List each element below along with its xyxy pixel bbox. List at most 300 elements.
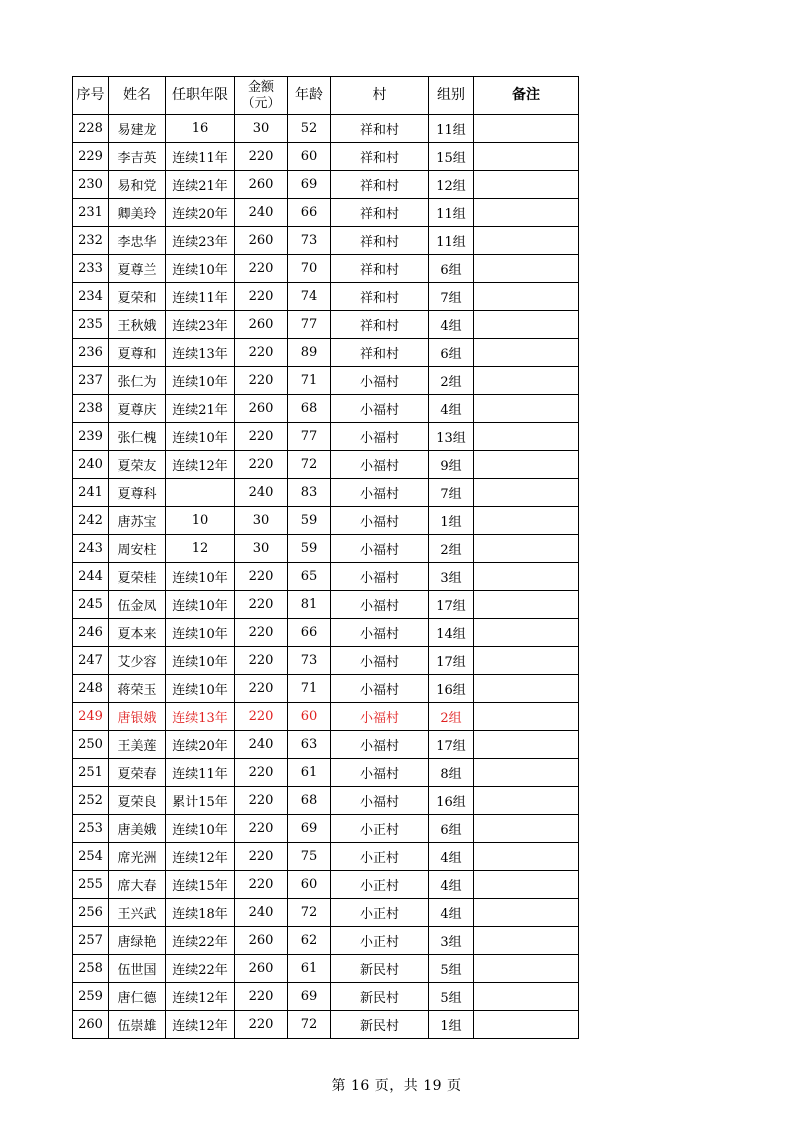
- cell-remark: [474, 1011, 579, 1039]
- cell-name: 席大春: [109, 871, 166, 899]
- cell-remark: [474, 255, 579, 283]
- cell-index: 237: [73, 367, 109, 395]
- cell-group: 4组: [429, 843, 474, 871]
- cell-tenure: 连续21年: [166, 171, 235, 199]
- cell-village: 新民村: [331, 983, 429, 1011]
- header-amount: [235, 77, 288, 115]
- cell-name: 夏尊庆: [109, 395, 166, 423]
- cell-index: 242: [73, 507, 109, 535]
- cell-village: 祥和村: [331, 143, 429, 171]
- header-amount-line1: 金额: [247, 79, 274, 95]
- cell-remark: [474, 787, 579, 815]
- table-row: [73, 563, 579, 591]
- cell-village: 小正村: [331, 927, 429, 955]
- cell-index: 229: [73, 143, 109, 171]
- cell-name: 蒋荣玉: [109, 675, 166, 703]
- cell-name: 艾少容: [109, 647, 166, 675]
- header-index: 序号: [73, 77, 109, 115]
- table-row: [73, 927, 579, 955]
- cell-village: 小福村: [331, 591, 429, 619]
- cell-age: 52: [288, 115, 331, 143]
- table-row: [73, 451, 579, 479]
- cell-amount: 220: [235, 451, 288, 479]
- cell-name: 易和党: [109, 171, 166, 199]
- cell-remark: [474, 647, 579, 675]
- table-row: [73, 395, 579, 423]
- cell-group: 7组: [429, 479, 474, 507]
- cell-remark: [474, 115, 579, 143]
- cell-name: 卿美玲: [109, 199, 166, 227]
- cell-village: 小福村: [331, 675, 429, 703]
- cell-age: 81: [288, 591, 331, 619]
- cell-amount: 30: [235, 507, 288, 535]
- cell-index: 235: [73, 311, 109, 339]
- cell-group: 1组: [429, 1011, 474, 1039]
- cell-name: 唐美娥: [109, 815, 166, 843]
- cell-group: 15组: [429, 143, 474, 171]
- cell-name: 夏荣桂: [109, 563, 166, 591]
- cell-tenure: 连续11年: [166, 143, 235, 171]
- cell-remark: [474, 871, 579, 899]
- cell-village: 小福村: [331, 479, 429, 507]
- cell-name: 夏尊和: [109, 339, 166, 367]
- table-row: [73, 479, 579, 507]
- cell-group: 5组: [429, 983, 474, 1011]
- cell-age: 69: [288, 815, 331, 843]
- cell-tenure: 连续10年: [166, 619, 235, 647]
- cell-tenure: 连续10年: [166, 255, 235, 283]
- cell-age: 75: [288, 843, 331, 871]
- table-row: [73, 731, 579, 759]
- cell-remark: [474, 843, 579, 871]
- cell-tenure: 连续10年: [166, 675, 235, 703]
- cell-remark: [474, 395, 579, 423]
- cell-index: 257: [73, 927, 109, 955]
- cell-group: 4组: [429, 899, 474, 927]
- cell-remark: [474, 983, 579, 1011]
- cell-village: 祥和村: [331, 227, 429, 255]
- cell-age: 71: [288, 675, 331, 703]
- cell-village: 小福村: [331, 507, 429, 535]
- cell-tenure: 连续22年: [166, 955, 235, 983]
- cell-remark: [474, 451, 579, 479]
- header-row: [73, 77, 579, 115]
- table-row: [73, 647, 579, 675]
- cell-village: 小正村: [331, 843, 429, 871]
- cell-remark: [474, 591, 579, 619]
- cell-group: 8组: [429, 759, 474, 787]
- cell-amount: 220: [235, 647, 288, 675]
- cell-group: 2组: [429, 367, 474, 395]
- cell-name: 伍崇雄: [109, 1011, 166, 1039]
- cell-amount: 220: [235, 703, 288, 731]
- cell-name: 夏荣和: [109, 283, 166, 311]
- cell-index: 234: [73, 283, 109, 311]
- cell-name: 夏尊科: [109, 479, 166, 507]
- cell-remark: [474, 199, 579, 227]
- cell-tenure: 连续11年: [166, 759, 235, 787]
- cell-age: 68: [288, 395, 331, 423]
- table-row: [73, 535, 579, 563]
- cell-index: 258: [73, 955, 109, 983]
- cell-amount: 220: [235, 619, 288, 647]
- cell-index: 230: [73, 171, 109, 199]
- cell-tenure: 连续12年: [166, 983, 235, 1011]
- cell-village: 祥和村: [331, 171, 429, 199]
- cell-village: 祥和村: [331, 311, 429, 339]
- cell-tenure: 连续15年: [166, 871, 235, 899]
- cell-group: 6组: [429, 815, 474, 843]
- cell-village: 小福村: [331, 787, 429, 815]
- cell-amount: 220: [235, 143, 288, 171]
- cell-amount: 260: [235, 395, 288, 423]
- cell-amount: 260: [235, 311, 288, 339]
- cell-age: 69: [288, 983, 331, 1011]
- cell-amount: 220: [235, 815, 288, 843]
- cell-age: 59: [288, 507, 331, 535]
- table-row: [73, 283, 579, 311]
- cell-index: 259: [73, 983, 109, 1011]
- cell-age: 89: [288, 339, 331, 367]
- table-row: [73, 955, 579, 983]
- cell-group: 13组: [429, 423, 474, 451]
- cell-group: 2组: [429, 535, 474, 563]
- cell-amount: 220: [235, 423, 288, 451]
- cell-group: 6组: [429, 255, 474, 283]
- cell-index: 246: [73, 619, 109, 647]
- cell-group: 4组: [429, 395, 474, 423]
- cell-village: 祥和村: [331, 255, 429, 283]
- cell-name: 伍世国: [109, 955, 166, 983]
- cell-remark: [474, 311, 579, 339]
- cell-tenure: 连续22年: [166, 927, 235, 955]
- cell-group: 11组: [429, 199, 474, 227]
- cell-village: 小福村: [331, 451, 429, 479]
- table-row: [73, 787, 579, 815]
- cell-amount: 260: [235, 171, 288, 199]
- cell-village: 小福村: [331, 759, 429, 787]
- cell-village: 祥和村: [331, 115, 429, 143]
- cell-amount: 260: [235, 927, 288, 955]
- cell-name: 张仁为: [109, 367, 166, 395]
- table-row: [73, 871, 579, 899]
- cell-tenure: 10: [166, 507, 235, 535]
- cell-amount: 260: [235, 227, 288, 255]
- cell-village: 新民村: [331, 1011, 429, 1039]
- cell-age: 66: [288, 619, 331, 647]
- cell-amount: 220: [235, 675, 288, 703]
- table-row: [73, 367, 579, 395]
- cell-index: 233: [73, 255, 109, 283]
- cell-group: 16组: [429, 787, 474, 815]
- cell-village: 祥和村: [331, 283, 429, 311]
- cell-name: 席光洲: [109, 843, 166, 871]
- cell-remark: [474, 143, 579, 171]
- cell-name: 夏本来: [109, 619, 166, 647]
- cell-age: 73: [288, 227, 331, 255]
- cell-group: 3组: [429, 563, 474, 591]
- table-row: [73, 199, 579, 227]
- cell-amount: 30: [235, 535, 288, 563]
- cell-amount: 220: [235, 339, 288, 367]
- cell-remark: [474, 339, 579, 367]
- cell-remark: [474, 619, 579, 647]
- cell-age: 59: [288, 535, 331, 563]
- cell-remark: [474, 479, 579, 507]
- cell-remark: [474, 367, 579, 395]
- table-row: [73, 1011, 579, 1039]
- cell-tenure: 16: [166, 115, 235, 143]
- table-row: [73, 815, 579, 843]
- cell-group: 2组: [429, 703, 474, 731]
- cell-age: 66: [288, 199, 331, 227]
- cell-tenure: 连续12年: [166, 1011, 235, 1039]
- cell-index: 231: [73, 199, 109, 227]
- table-row: [73, 899, 579, 927]
- cell-index: 252: [73, 787, 109, 815]
- cell-index: 240: [73, 451, 109, 479]
- cell-amount: 220: [235, 871, 288, 899]
- cell-group: 12组: [429, 171, 474, 199]
- cell-index: 255: [73, 871, 109, 899]
- cell-remark: [474, 703, 579, 731]
- table-row: [73, 703, 579, 731]
- cell-village: 祥和村: [331, 339, 429, 367]
- header-remark: 备注: [474, 77, 579, 115]
- cell-group: 17组: [429, 647, 474, 675]
- cell-name: 李忠华: [109, 227, 166, 255]
- cell-remark: [474, 283, 579, 311]
- cell-remark: [474, 955, 579, 983]
- cell-group: 7组: [429, 283, 474, 311]
- cell-age: 77: [288, 423, 331, 451]
- table-row: [73, 143, 579, 171]
- cell-index: 239: [73, 423, 109, 451]
- cell-group: 6组: [429, 339, 474, 367]
- cell-index: 238: [73, 395, 109, 423]
- cell-village: 小福村: [331, 731, 429, 759]
- cell-village: 小福村: [331, 619, 429, 647]
- cell-village: 祥和村: [331, 199, 429, 227]
- cell-tenure: 连续10年: [166, 815, 235, 843]
- cell-age: 74: [288, 283, 331, 311]
- cell-name: 夏尊兰: [109, 255, 166, 283]
- cell-index: 241: [73, 479, 109, 507]
- cell-village: 小福村: [331, 703, 429, 731]
- cell-remark: [474, 507, 579, 535]
- table-body: [73, 115, 579, 1039]
- cell-index: 236: [73, 339, 109, 367]
- cell-group: 3组: [429, 927, 474, 955]
- cell-age: 62: [288, 927, 331, 955]
- cell-index: 254: [73, 843, 109, 871]
- cell-name: 易建龙: [109, 115, 166, 143]
- cell-tenure: 连续12年: [166, 451, 235, 479]
- cell-age: 68: [288, 787, 331, 815]
- cell-index: 244: [73, 563, 109, 591]
- cell-name: 王秋娥: [109, 311, 166, 339]
- cell-amount: 260: [235, 955, 288, 983]
- cell-age: 70: [288, 255, 331, 283]
- cell-amount: 240: [235, 899, 288, 927]
- cell-tenure: 连续21年: [166, 395, 235, 423]
- cell-name: 夏荣春: [109, 759, 166, 787]
- cell-index: 232: [73, 227, 109, 255]
- cell-amount: 220: [235, 255, 288, 283]
- cell-group: 17组: [429, 731, 474, 759]
- cell-amount: 220: [235, 1011, 288, 1039]
- cell-tenure: 连续10年: [166, 647, 235, 675]
- cell-remark: [474, 927, 579, 955]
- cell-index: 256: [73, 899, 109, 927]
- cell-remark: [474, 227, 579, 255]
- cell-tenure: 连续12年: [166, 843, 235, 871]
- table-row: [73, 675, 579, 703]
- cell-group: 5组: [429, 955, 474, 983]
- cell-name: 周安柱: [109, 535, 166, 563]
- cell-tenure: 连续10年: [166, 591, 235, 619]
- cell-group: 11组: [429, 227, 474, 255]
- cell-amount: 240: [235, 731, 288, 759]
- cell-name: 李吉英: [109, 143, 166, 171]
- cell-village: 小福村: [331, 423, 429, 451]
- header-tenure: 任职年限: [166, 77, 235, 115]
- cell-remark: [474, 899, 579, 927]
- cell-group: 16组: [429, 675, 474, 703]
- cell-amount: 30: [235, 115, 288, 143]
- cell-age: 77: [288, 311, 331, 339]
- cell-remark: [474, 815, 579, 843]
- cell-village: 新民村: [331, 955, 429, 983]
- table-row: [73, 423, 579, 451]
- cell-amount: 220: [235, 787, 288, 815]
- cell-tenure: 累计15年: [166, 787, 235, 815]
- cell-tenure: 连续11年: [166, 283, 235, 311]
- cell-age: 65: [288, 563, 331, 591]
- cell-age: 73: [288, 647, 331, 675]
- cell-village: 小福村: [331, 563, 429, 591]
- cell-name: 唐绿艳: [109, 927, 166, 955]
- cell-group: 17组: [429, 591, 474, 619]
- cell-name: 唐银娥: [109, 703, 166, 731]
- cell-tenure: 连续10年: [166, 563, 235, 591]
- cell-village: 小福村: [331, 535, 429, 563]
- table-row: [73, 619, 579, 647]
- cell-index: 248: [73, 675, 109, 703]
- table-row: [73, 115, 579, 143]
- cell-name: 张仁槐: [109, 423, 166, 451]
- cell-village: 小福村: [331, 647, 429, 675]
- cell-tenure: [166, 479, 235, 507]
- cell-index: 228: [73, 115, 109, 143]
- cell-amount: 220: [235, 563, 288, 591]
- cell-age: 63: [288, 731, 331, 759]
- cell-tenure: 连续23年: [166, 311, 235, 339]
- cell-age: 60: [288, 703, 331, 731]
- cell-group: 4组: [429, 871, 474, 899]
- cell-group: 1组: [429, 507, 474, 535]
- cell-amount: 220: [235, 759, 288, 787]
- cell-tenure: 连续23年: [166, 227, 235, 255]
- cell-amount: 220: [235, 983, 288, 1011]
- cell-age: 72: [288, 899, 331, 927]
- cell-amount: 240: [235, 479, 288, 507]
- table-row: [73, 507, 579, 535]
- cell-amount: 220: [235, 591, 288, 619]
- table-row: [73, 339, 579, 367]
- cell-amount: 220: [235, 283, 288, 311]
- cell-age: 60: [288, 871, 331, 899]
- cell-name: 伍金凤: [109, 591, 166, 619]
- table-row: [73, 591, 579, 619]
- cell-group: 4组: [429, 311, 474, 339]
- header-village: 村: [331, 77, 429, 115]
- cell-tenure: 连续13年: [166, 703, 235, 731]
- cell-remark: [474, 731, 579, 759]
- cell-index: 245: [73, 591, 109, 619]
- table-row: [73, 171, 579, 199]
- cell-tenure: 连续20年: [166, 731, 235, 759]
- cell-group: 9组: [429, 451, 474, 479]
- cell-amount: 220: [235, 843, 288, 871]
- cell-index: 253: [73, 815, 109, 843]
- cell-village: 小正村: [331, 815, 429, 843]
- header-group: 组别: [429, 77, 474, 115]
- cell-remark: [474, 171, 579, 199]
- cell-index: 249: [73, 703, 109, 731]
- cell-village: 小正村: [331, 899, 429, 927]
- cell-name: 王兴武: [109, 899, 166, 927]
- cell-age: 83: [288, 479, 331, 507]
- cell-remark: [474, 563, 579, 591]
- cell-index: 260: [73, 1011, 109, 1039]
- cell-index: 251: [73, 759, 109, 787]
- cell-tenure: 12: [166, 535, 235, 563]
- cell-index: 247: [73, 647, 109, 675]
- cell-age: 72: [288, 451, 331, 479]
- cell-village: 小福村: [331, 367, 429, 395]
- header-amount-line2: （元）: [241, 95, 281, 111]
- cell-tenure: 连续18年: [166, 899, 235, 927]
- cell-amount: 220: [235, 367, 288, 395]
- cell-tenure: 连续10年: [166, 423, 235, 451]
- cell-village: 小正村: [331, 871, 429, 899]
- cell-index: 250: [73, 731, 109, 759]
- data-table: [72, 76, 579, 1039]
- cell-name: 夏荣友: [109, 451, 166, 479]
- table-row: [73, 311, 579, 339]
- cell-index: 243: [73, 535, 109, 563]
- cell-group: 11组: [429, 115, 474, 143]
- table-row: [73, 759, 579, 787]
- cell-village: 小福村: [331, 395, 429, 423]
- cell-age: 60: [288, 143, 331, 171]
- cell-tenure: 连续20年: [166, 199, 235, 227]
- cell-remark: [474, 759, 579, 787]
- cell-remark: [474, 675, 579, 703]
- cell-name: 唐苏宝: [109, 507, 166, 535]
- table-row: [73, 227, 579, 255]
- page-footer: [0, 1075, 793, 1095]
- cell-tenure: 连续13年: [166, 339, 235, 367]
- table-row: [73, 843, 579, 871]
- cell-group: 14组: [429, 619, 474, 647]
- cell-age: 61: [288, 955, 331, 983]
- header-name: 姓名: [109, 77, 166, 115]
- cell-name: 夏荣良: [109, 787, 166, 815]
- cell-name: 王美莲: [109, 731, 166, 759]
- cell-name: 唐仁德: [109, 983, 166, 1011]
